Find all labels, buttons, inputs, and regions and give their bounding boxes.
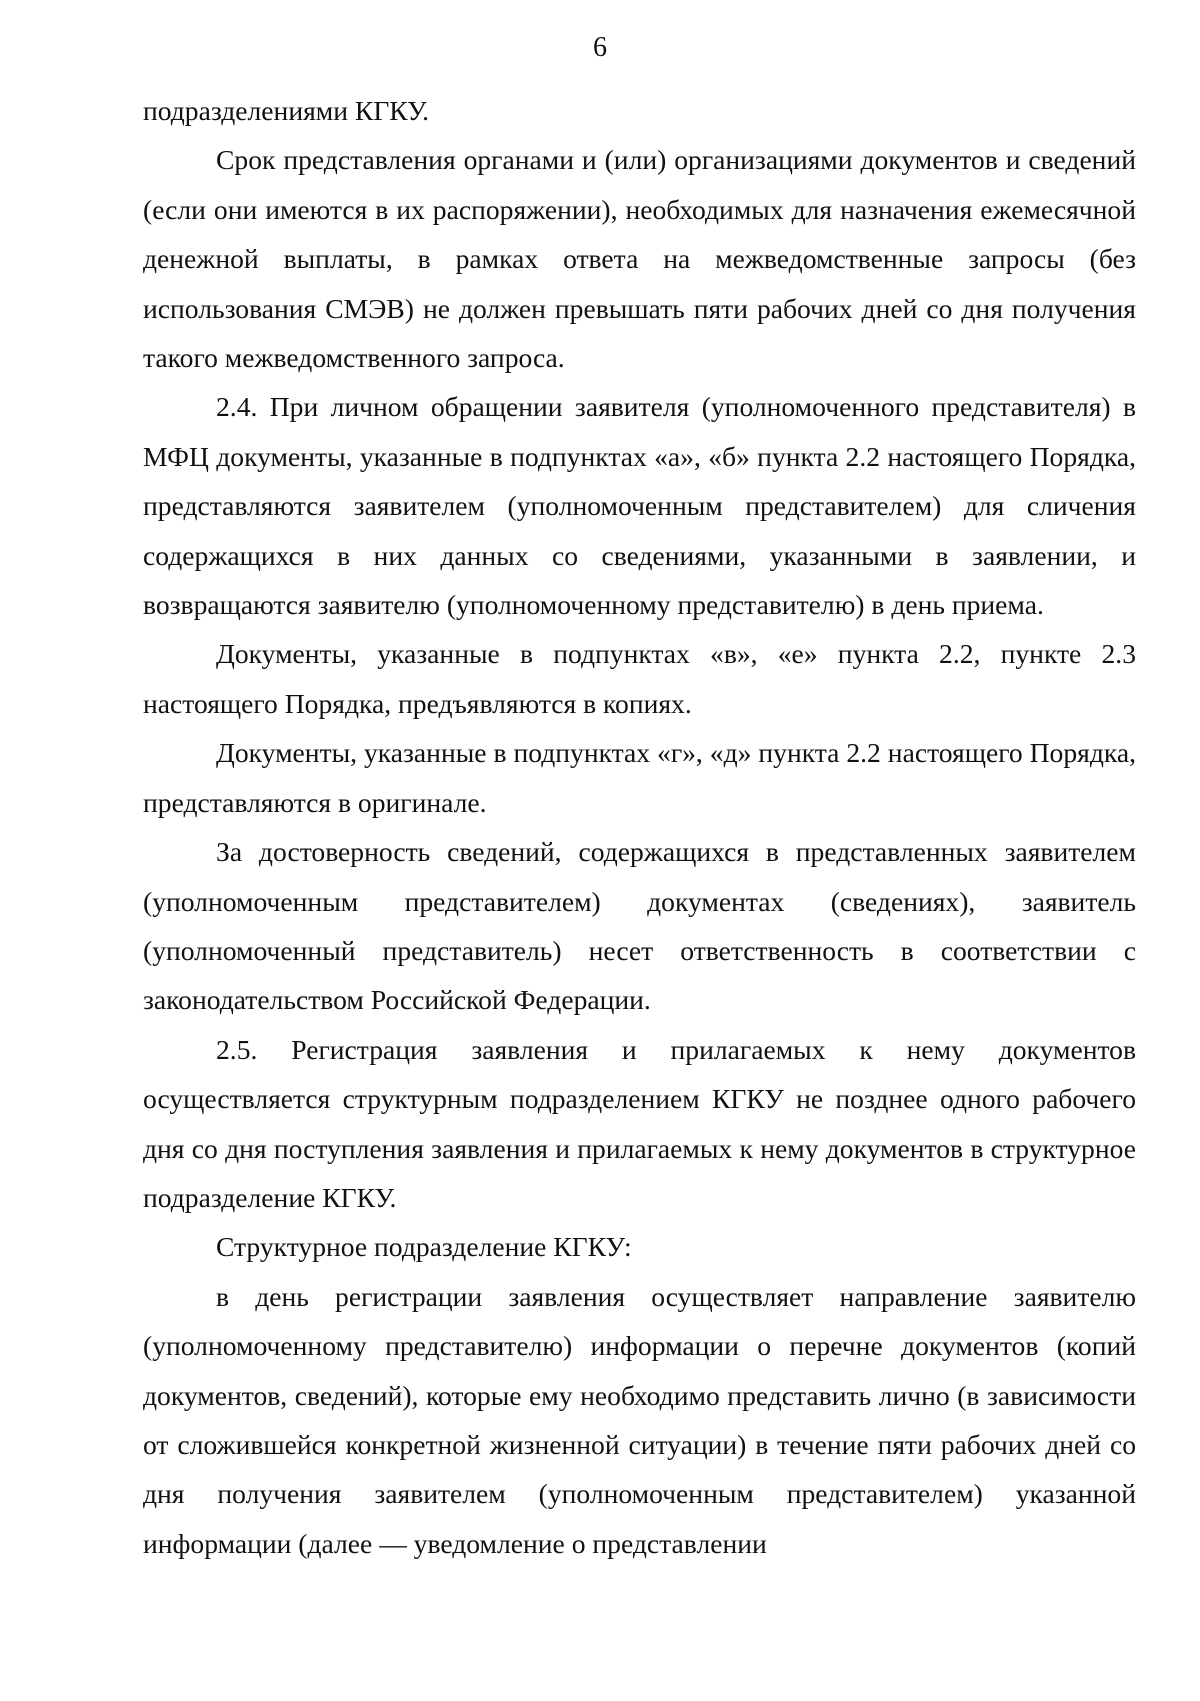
- paragraph-originals: Документы, указанные в подпунктах «г», «д» пункта 2.2 настоящего Порядка, представляются в оригинале.: [143, 737, 1136, 818]
- paragraph-continuation: подразделениями КГКУ.: [143, 95, 430, 126]
- paragraph-section-2-5: 2.5. Регистрация заявления и прилагаемых к нему документов осуществляется структурным подразделением КГКУ не позднее одного рабочего дня со дня поступления заявления и прилагаемых к нему документов в структурное подразделение КГКУ.: [143, 1033, 1136, 1213]
- paragraph-request-deadline: Срок представления органами и (или) организациями документов и сведений (если они имеются в их распоряжении), необходимых для назначения ежемесячной денежной выплаты, в рамках ответа на межведомственные запросы (без использования СМЭВ) не должен превышать пяти рабочих дней со дня получения такого межведомственного запроса.: [143, 144, 1136, 374]
- paragraph-copies: Документы, указанные в подпунктах «в», «е» пункта 2.2, пункте 2.3 настоящего Порядка, предъявляются в копиях.: [143, 638, 1136, 719]
- paragraph-notification: в день регистрации заявления осуществляет направление заявителю (уполномоченному представителю) информации о перечне документов (копий документов, сведений), которые ему необходимо представить лично (в зависимости от сложившейся конкретной жизненной ситуации) в течение пяти рабочих дней со дня получения заявителем (уполномоченным представителем) указанной информации (далее — уведомление о представлении: [143, 1280, 1136, 1559]
- paragraph-section-2-4: 2.4. При личном обращении заявителя (уполномоченного представителя) в МФЦ документы, указанные в подпунктах «а», «б» пункта 2.2 настоящего Порядка, представляются заявителем (уполномоченным представителем) для сличения содержащихся в них данных со сведениями, указанными в заявлении, и возвращаются заявителю (уполномоченному представителю) в день приема.: [143, 391, 1136, 621]
- paragraph-responsibility: За достоверность сведений, содержащихся в представленных заявителем (уполномоченным представителем) документах (сведениях), заявитель (уполномоченный представитель) несет ответственность в соответствии с законодательством Российской Федерации.: [143, 836, 1136, 1016]
- document-body: [143, 86, 1136, 1568]
- page-number: 6: [593, 32, 607, 63]
- paragraph-structural-unit: Структурное подразделение КГКУ:: [216, 1231, 632, 1263]
